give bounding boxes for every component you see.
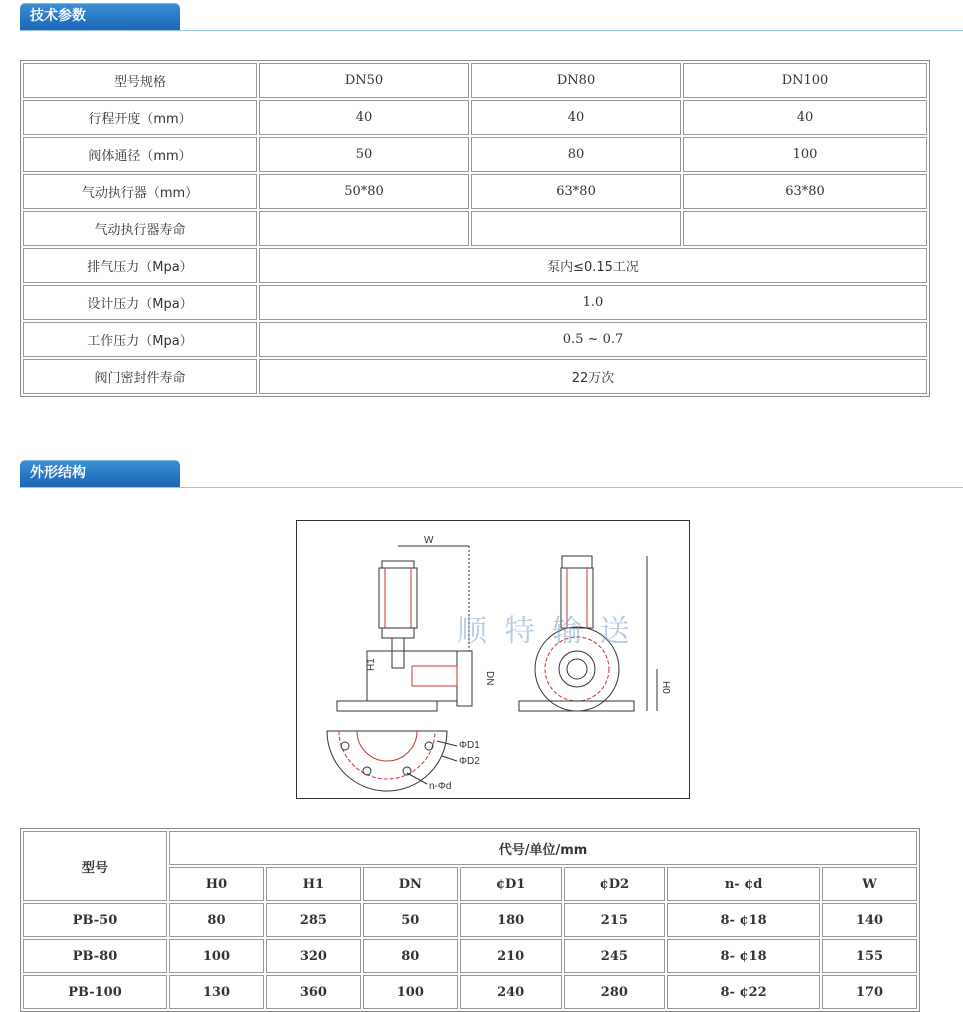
col-header: H0 bbox=[169, 867, 264, 901]
cell: 155 bbox=[822, 939, 917, 973]
row-label: 工作压力（Mpa） bbox=[23, 322, 257, 357]
cell: 50 bbox=[259, 137, 469, 172]
row-label: 排气压力（Mpa） bbox=[23, 248, 257, 283]
table-row bbox=[23, 975, 917, 1009]
col-header: DN bbox=[363, 867, 458, 901]
table-row bbox=[23, 359, 927, 394]
col-header: ¢D2 bbox=[564, 867, 666, 901]
cell: 22万次 bbox=[259, 359, 927, 394]
col-header: DN80 bbox=[471, 63, 681, 98]
cell: 8- ¢18 bbox=[667, 903, 820, 937]
col-header: DN50 bbox=[259, 63, 469, 98]
cell: 8- ¢22 bbox=[667, 975, 820, 1009]
label-nd: n-Φd bbox=[429, 781, 452, 792]
cell: 100 bbox=[683, 137, 927, 172]
cell: 63*80 bbox=[471, 174, 681, 209]
flange-bore-right bbox=[559, 651, 595, 687]
cell: 130 bbox=[169, 975, 264, 1009]
cylinder-cap-bottom bbox=[382, 628, 414, 638]
row-label: 阀体通径（mm） bbox=[23, 137, 257, 172]
outlet-flange bbox=[457, 651, 472, 706]
col-header: ¢D1 bbox=[460, 867, 562, 901]
row-label: 气动执行器（mm） bbox=[23, 174, 257, 209]
cell: 210 bbox=[460, 939, 562, 973]
cell: 320 bbox=[266, 939, 361, 973]
table-row bbox=[23, 100, 927, 135]
cell: 100 bbox=[363, 975, 458, 1009]
table-row bbox=[23, 248, 927, 283]
cell: 50 bbox=[363, 903, 458, 937]
cell: 100 bbox=[169, 939, 264, 973]
base-flange-right bbox=[519, 701, 634, 711]
flange-inner-right bbox=[567, 659, 587, 679]
table-row bbox=[23, 285, 927, 320]
section-title-outline: 外形结构 bbox=[20, 460, 180, 487]
half-bolt-circle bbox=[339, 731, 435, 779]
table-row bbox=[23, 322, 927, 357]
label-dn: DN bbox=[484, 671, 495, 686]
cell bbox=[683, 211, 927, 246]
cell: 280 bbox=[564, 975, 666, 1009]
cell: 8- ¢18 bbox=[667, 939, 820, 973]
cylinder-cap-top-right bbox=[562, 556, 592, 568]
cell: 245 bbox=[564, 939, 666, 973]
label-d1: ΦD1 bbox=[459, 740, 480, 751]
model-cell: PB-100 bbox=[23, 975, 167, 1009]
section-title-tech-params: 技术参数 bbox=[20, 3, 180, 30]
section-header-tech-params bbox=[20, 3, 963, 33]
leader-d2 bbox=[442, 756, 457, 761]
base-flange bbox=[337, 701, 437, 711]
label-d2: ΦD2 bbox=[459, 756, 480, 767]
table-row bbox=[23, 211, 927, 246]
cell: 285 bbox=[266, 903, 361, 937]
cell: 1.0 bbox=[259, 285, 927, 320]
outline-drawing bbox=[296, 520, 690, 799]
model-cell: PB-80 bbox=[23, 939, 167, 973]
col-header: H1 bbox=[266, 867, 361, 901]
bolt-hole bbox=[341, 742, 349, 750]
cell: 240 bbox=[460, 975, 562, 1009]
cell: 40 bbox=[259, 100, 469, 135]
cell: 0.5 ~ 0.7 bbox=[259, 322, 927, 357]
half-flange-bore bbox=[357, 731, 417, 761]
col-header: W bbox=[822, 867, 917, 901]
bolt-hole bbox=[425, 742, 433, 750]
label-h0: H0 bbox=[660, 681, 671, 694]
cell: 63*80 bbox=[683, 174, 927, 209]
cell: 泵内≤0.15工况 bbox=[259, 248, 927, 283]
row-label: 阀门密封件寿命 bbox=[23, 359, 257, 394]
valve-drawing-svg bbox=[297, 521, 689, 798]
section-divider bbox=[20, 487, 963, 488]
dimension-table bbox=[20, 828, 920, 1012]
cell: 40 bbox=[683, 100, 927, 135]
cell bbox=[259, 211, 469, 246]
watermark-text: 顺 特 输 送 bbox=[457, 614, 634, 649]
bolt-hole bbox=[403, 767, 411, 775]
col-header: DN100 bbox=[683, 63, 927, 98]
table-row bbox=[23, 831, 917, 865]
col-header: n- ¢d bbox=[667, 867, 820, 901]
group-header: 代号/单位/mm bbox=[169, 831, 917, 865]
label-h1: H1 bbox=[366, 658, 377, 671]
row-label: 气动执行器寿命 bbox=[23, 211, 257, 246]
cell: 40 bbox=[471, 100, 681, 135]
row-label: 设计压力（Mpa） bbox=[23, 285, 257, 320]
cell: 80 bbox=[169, 903, 264, 937]
bolt-hole bbox=[363, 767, 371, 775]
valve-stem bbox=[392, 638, 404, 668]
spec-label: 型号规格 bbox=[23, 63, 257, 98]
cell: 360 bbox=[266, 975, 361, 1009]
row-label: 行程开度（mm） bbox=[23, 100, 257, 135]
outlet-bore bbox=[412, 666, 457, 686]
cell: 80 bbox=[363, 939, 458, 973]
cell: 140 bbox=[822, 903, 917, 937]
leader-d1 bbox=[437, 741, 457, 746]
table-row bbox=[23, 137, 927, 172]
cell: 170 bbox=[822, 975, 917, 1009]
model-header: 型号 bbox=[23, 831, 167, 901]
table-row bbox=[23, 939, 917, 973]
section-divider bbox=[20, 30, 963, 31]
cell: 215 bbox=[564, 903, 666, 937]
section-header-outline bbox=[20, 460, 963, 490]
model-cell: PB-50 bbox=[23, 903, 167, 937]
table-row bbox=[23, 63, 927, 98]
cell bbox=[471, 211, 681, 246]
label-w: W bbox=[424, 535, 434, 546]
cell: 80 bbox=[471, 137, 681, 172]
cell: 50*80 bbox=[259, 174, 469, 209]
cylinder-cap-top bbox=[382, 561, 414, 568]
table-row bbox=[23, 903, 917, 937]
cell: 180 bbox=[460, 903, 562, 937]
table-row bbox=[23, 174, 927, 209]
tech-params-table bbox=[20, 60, 930, 397]
